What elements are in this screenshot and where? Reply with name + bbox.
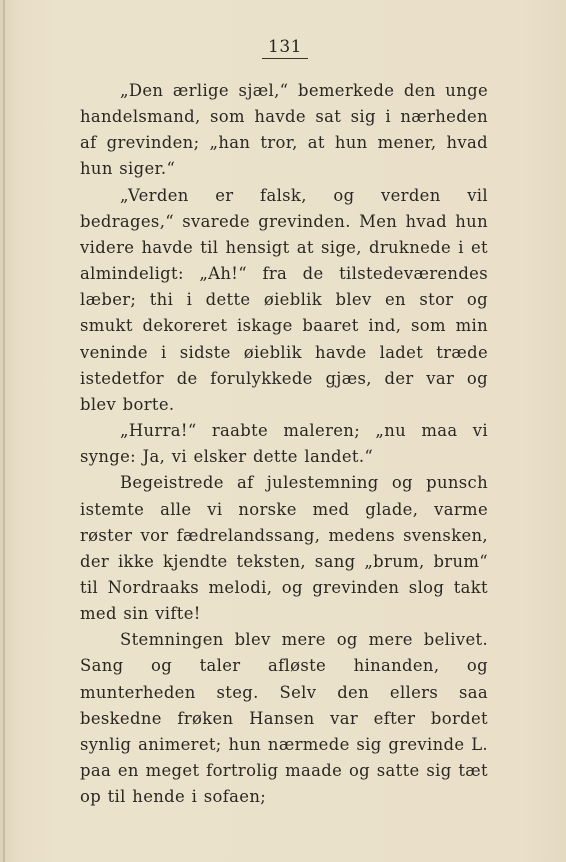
page-edge-shadow [3, 0, 5, 862]
body-text [80, 78, 488, 810]
page-number-rule [262, 58, 308, 59]
paragraph-3: „Hurra!“ raabte maleren; „nu maa vi synge: Ja, vi elsker dette landet.“ [80, 421, 488, 467]
page-number: 131 [268, 37, 302, 57]
paragraph-2: „Verden er falsk, og verden vil bedrages,“ svarede grevinden. Men hvad hun videre havde til hensigt at sige, druknede i et almindeligt: „Ah!“ fra de tilstedeværendes læber; thi i dette øieblik blev en stor og smukt dekoreret iskage baaret ind, som min veninde i sidste øieblik havde ladet træde istedetfor de forulykkede gjæs, der var og blev borte. [80, 185, 488, 414]
paragraph-5: Stemningen blev mere og mere belivet. Sang og taler afløste hinanden, og munterheden steg. Selv den ellers saa beskedne frøken Hansen var efter bordet synlig animeret; hun nærmede sig grevinde L. paa en meget fortrolig maade og satte sig tæt op til hende i sofaen; [80, 630, 488, 807]
paragraph-4: Begeistrede af julestemning og punsch istemte alle vi norske med glade, varme røster vor fædrelandssang, medens svensken, der ikke kjendte teksten, sang „brum, brum“ til Nordraaks melodi, og grevinden slog takt med sin vifte! [80, 473, 488, 624]
paragraph-1: „Den ærlige sjæl,“ bemerkede den unge handelsmand, som havde sat sig i nærheden af grevinden; „han tror, at hun mener, hvad hun siger.“ [80, 81, 488, 179]
